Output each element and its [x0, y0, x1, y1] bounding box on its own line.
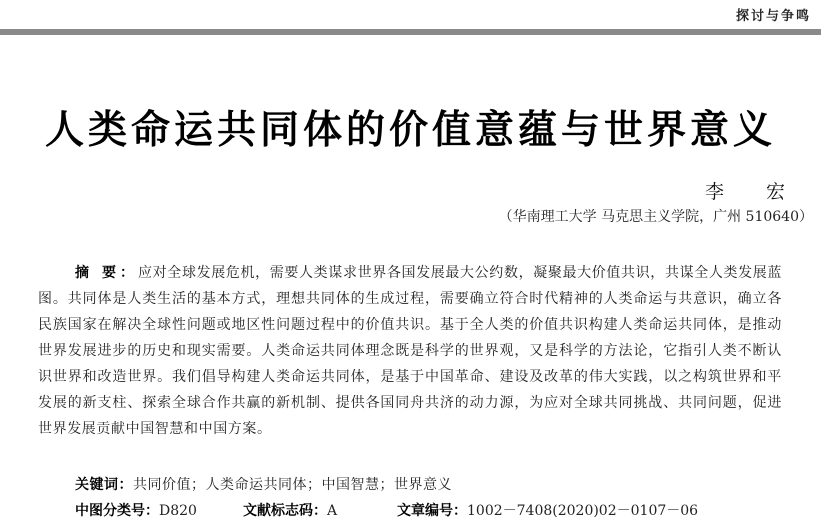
- article-title: 人类命运共同体的价值意蕴与世界意义: [44, 108, 776, 153]
- classification-line: [75, 500, 698, 520]
- clc-field: [75, 500, 243, 520]
- abstract: [38, 260, 782, 442]
- header-rule: [0, 29, 821, 35]
- article-no-label: 文章编号：: [397, 503, 467, 519]
- article-no-value: 1002－7408(2020)02－0107－06: [467, 503, 699, 519]
- keywords-label: 关键词：: [75, 477, 133, 493]
- article-no-field: [397, 500, 698, 520]
- keywords: [75, 474, 452, 494]
- keywords-text: 共同价值；人类命运共同体；中国智慧；世界意义: [133, 477, 452, 493]
- abstract-text: 应对全球发展危机，需要人类谋求世界各国发展最大公约数，凝聚最大价值共识，共谋全人类发展蓝图。共同体是人类生活的基本方式，理想共同体的生成过程，需要确立符合时代精神的人类命运与共意识，确立各民族国家在解决全球性问题或地区性问题过程中的价值共识。基于全人类的价值共识构建人类命运共同体，是推动世界发展进步的历史和现实需要。人类命运共同体理念既是科学的世界观，又是科学的方法论，它指引人类不断认识世界和改造世界。我们倡导构建人类命运共同体，是基于中国革命、建设及改革的伟大实践，以之构筑世界和平发展的新支柱、探索全球合作共赢的新机制、提供各国同舟共济的动力源，为应对全球共同挑战、共同问题，促进世界发展贡献中国智慧和中国方案。: [38, 265, 783, 437]
- abstract-label: 摘 要：: [75, 265, 139, 281]
- author-affiliation: （华南理工大学 马克思主义学院，广州 510640）: [498, 209, 813, 225]
- clc-label: 中图分类号：: [75, 503, 159, 519]
- doc-code-value: A: [327, 503, 338, 519]
- doc-code-label: 文献标志码：: [243, 503, 327, 519]
- author-name: 李 宏: [704, 181, 803, 203]
- doc-code-field: [243, 500, 397, 520]
- clc-value: D820: [159, 503, 197, 519]
- column-tag: 探讨与争鸣: [735, 9, 811, 24]
